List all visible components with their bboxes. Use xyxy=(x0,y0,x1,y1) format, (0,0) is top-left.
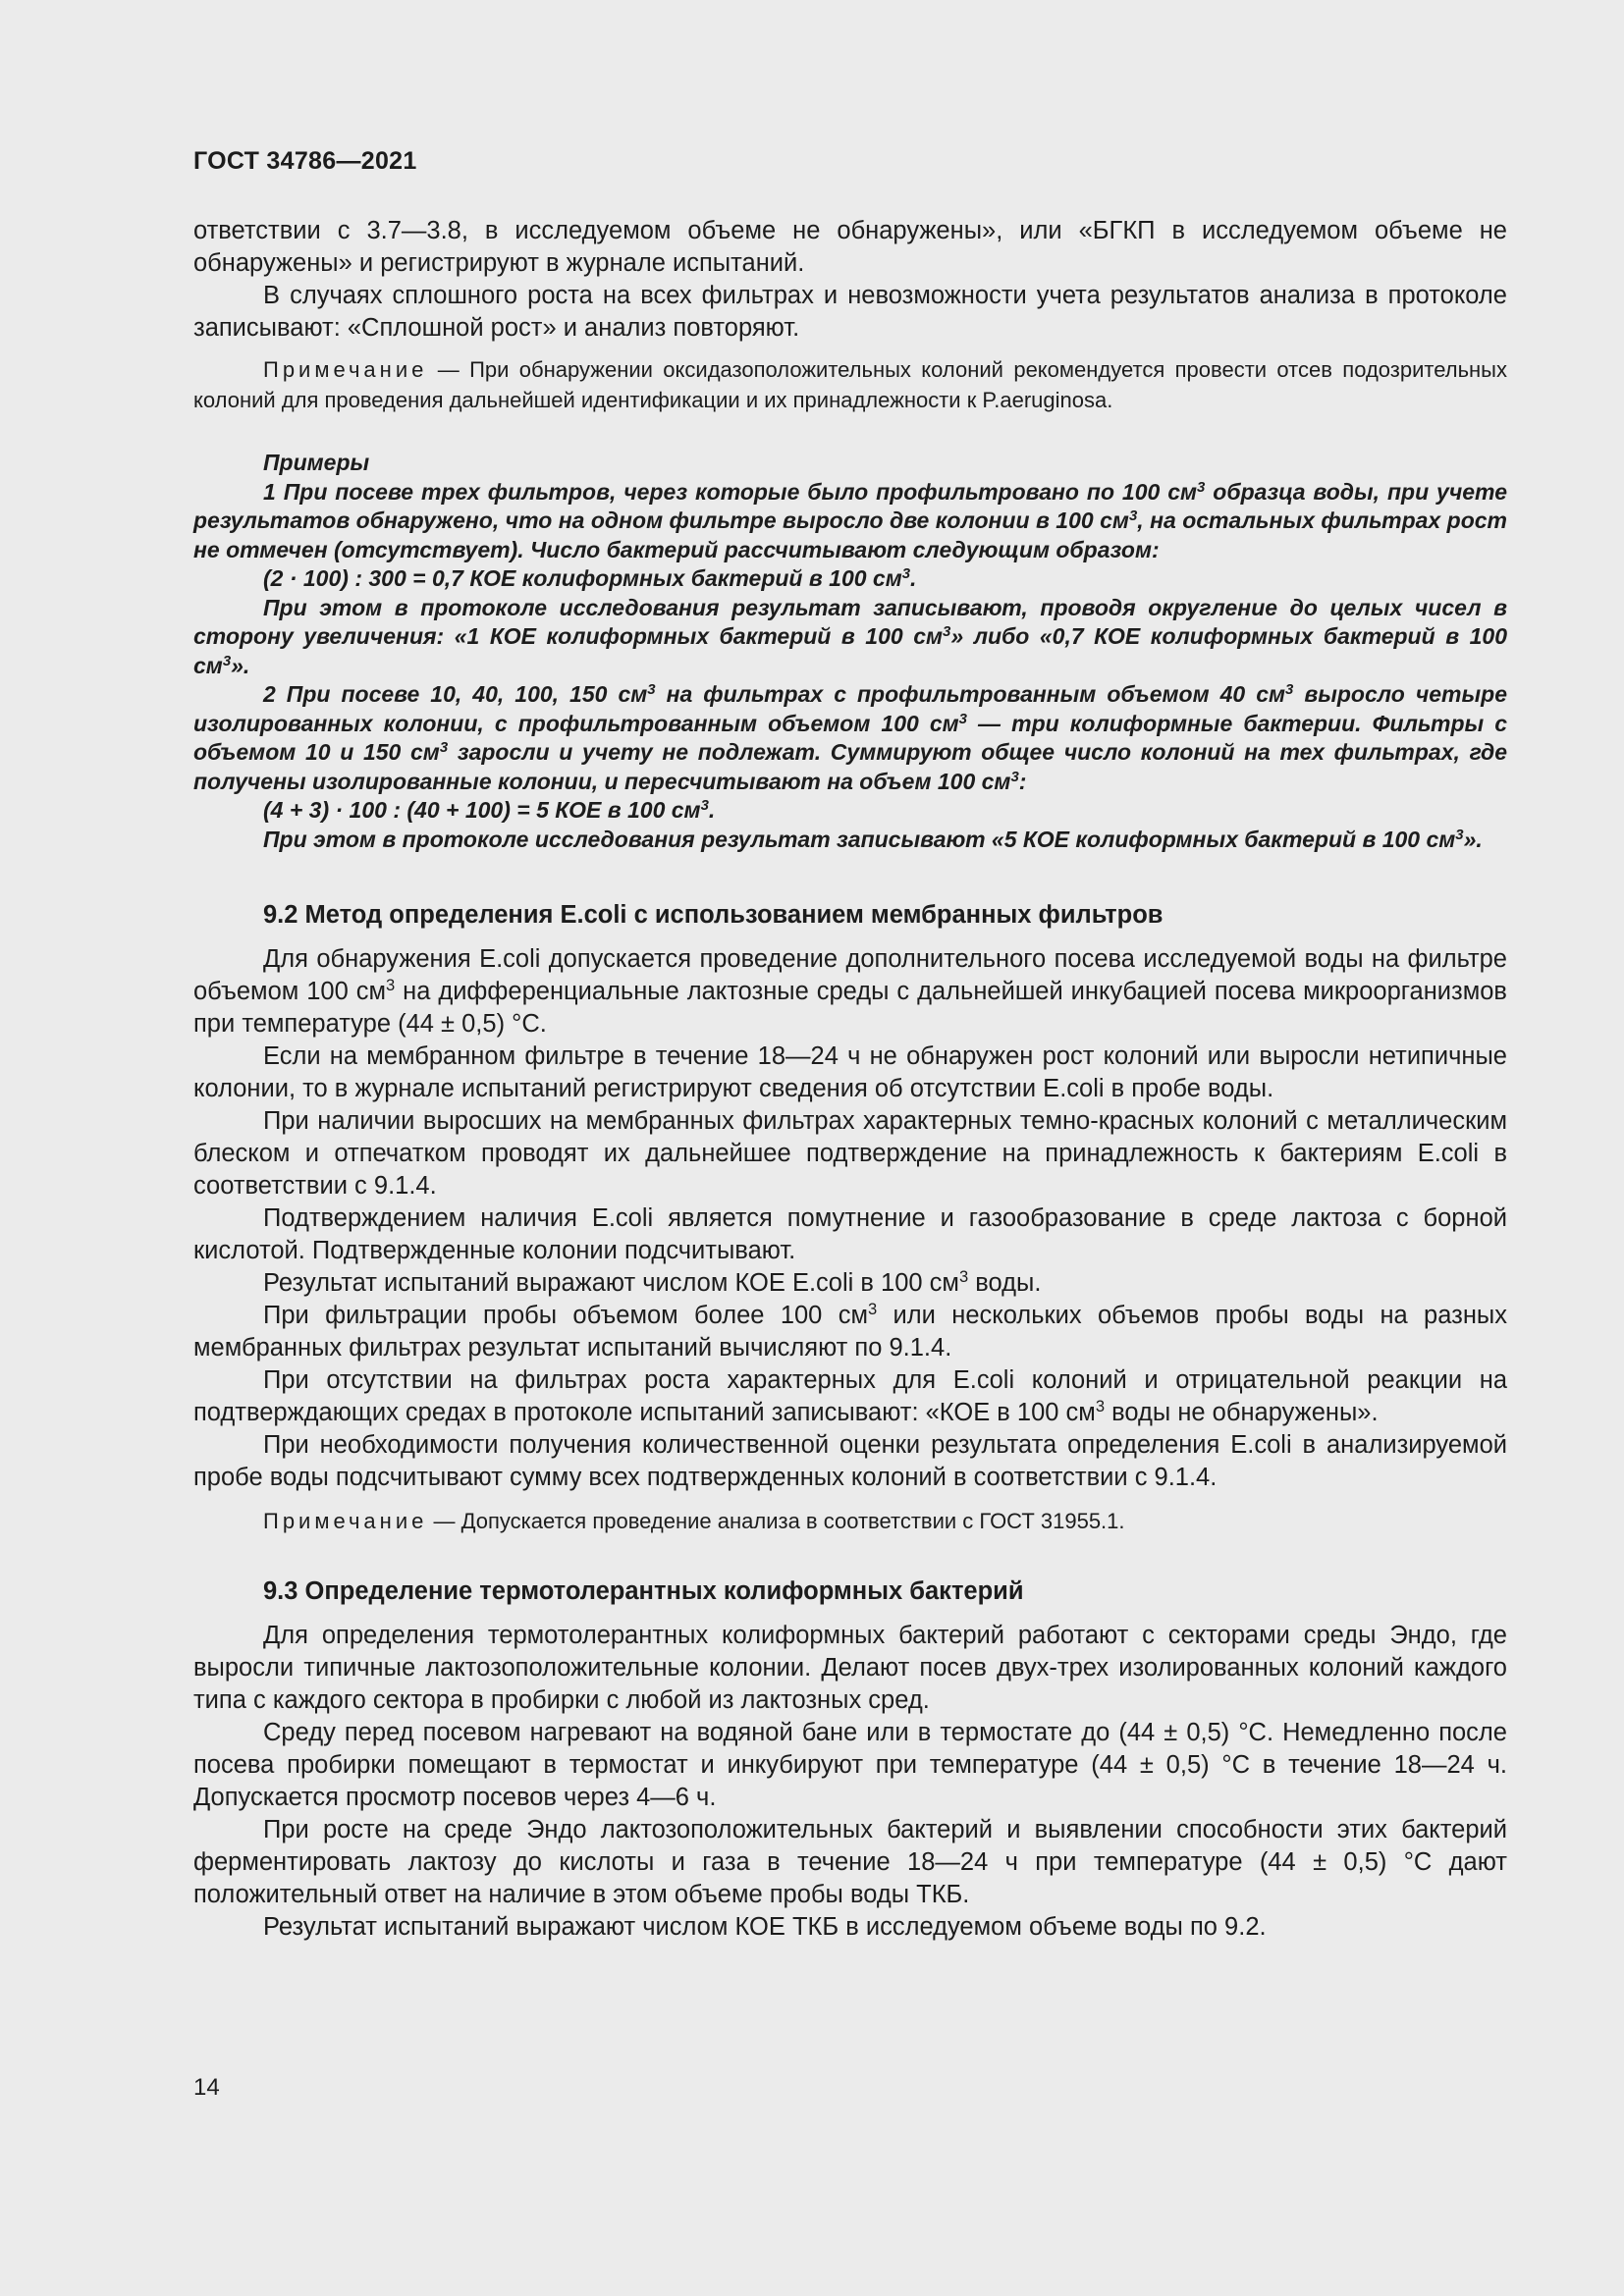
page-number: 14 xyxy=(193,2074,220,2101)
examples-block xyxy=(193,449,1507,854)
example-1: 1 При посеве трех фильтров, через которые было профильтровано по 100 $см^3$ образца воды, при учете результатов обнаружено, что на одном фильтре выросло две колонии в 100 $см^3$, на остальных фильтрах рост не отмечен (отсутствует). Число бактерий рассчитывают следующим образом: xyxy=(193,478,1507,562)
document-header: ГОСТ 34786—2021 xyxy=(193,147,417,175)
paragraph: Для обнаружения E.coli допускается проведение дополнительного посева исследуемой воды на фильтре объемом 100 $см^3$ на дифференциальные лактозные среды с дальнейшей инкубацией посева микроорганизмов при температуре (44 ± 0,5) °С. xyxy=(193,945,1507,1038)
section-heading-9-2: 9.2 Метод определения E.coli с использованием мембранных фильтров xyxy=(263,901,1164,929)
example-1-formula: (2 · 100) : 300 = 0,7 КОЕ колиформных бактерий в 100 $см^3$. xyxy=(263,564,917,591)
section-heading-9-3: 9.3 Определение термотолерантных колиформных бактерий xyxy=(263,1577,1024,1605)
paragraph: При отсутствии на фильтрах роста характерных для E.coli колоний и отрицательной реакции на подтверждающих средах в протоколе испытаний записывают: «КОЕ в 100 $см^3$ воды не обнаружены». xyxy=(193,1366,1507,1426)
paragraph: Для определения термотолерантных колиформных бактерий работают с секторами среды Эндо, где выросли типичные лактозоположительные колонии. Делают посев двух-трех изолированных колоний каждого типа с каждого сектора в пробирки с любой из лактозных сред. xyxy=(193,1622,1507,1714)
paragraph: Подтверждением наличия E.coli является помутнение и газообразование в среде лактоза с борной кислотой. Подтвержденные колонии подсчитывают. xyxy=(193,1204,1507,1264)
examples-title: Примеры xyxy=(263,450,370,475)
page-content xyxy=(193,147,1507,1944)
paragraph: Среду перед посевом нагревают на водяной бане или в термостате до (44 ± 0,5) °С. Немедленно после посева пробирки помещают в термостат и инкубируют при температуре (44 ± 0,5) °С в течение 18—24 ч. Допускается просмотр посевов через 4—6 ч. xyxy=(193,1719,1507,1811)
example-1-result: При этом в протоколе исследования результат записывают, проводя округление до целых чисел в сторону увеличения: «1 КОЕ колиформных бактерий в 100 $см^3$» либо «0,7 КОЕ колиформных бактерий в 100 $см^3$». xyxy=(193,594,1508,678)
note-text: — Допускается проведение анализа в соответствии с ГОСТ 31955.1. xyxy=(427,1509,1125,1533)
paragraph: В случаях сплошного роста на всех фильтрах и невозможности учета результатов анализа в протоколе записывают: «Сплошной рост» и анализ повторяют. xyxy=(193,282,1507,342)
note-label: Примечание xyxy=(263,357,428,382)
note xyxy=(193,354,1507,415)
note-label: Примечание xyxy=(263,1509,428,1533)
note-text: — При обнаружении оксидазоположительных колоний рекомендуется провести отсев подозрительных колоний для проведения дальнейшей идентификации и их принадлежности к P.aeruginosa. xyxy=(193,357,1507,412)
example-2-result: При этом в протоколе исследования результат записывают «5 КОЕ колиформных бактерий в 100 $см^3$». xyxy=(263,826,1483,852)
paragraph: При необходимости получения количественной оценки результата определения E.coli в анализируемой пробе воды подсчитывают сумму всех подтвержденных колоний в соответствии с 9.1.4. xyxy=(193,1431,1507,1491)
paragraph: При фильтрации пробы объемом более 100 $см^3$ или нескольких объемов пробы воды на разных мембранных фильтрах результат испытаний вычисляют по 9.1.4. xyxy=(193,1299,1507,1362)
paragraph: Результат испытаний выражают числом КОЕ E.coli в 100 $см^3$ воды. xyxy=(263,1266,1042,1297)
example-2: 2 При посеве 10, 40, 100, 150 $см^3$ на фильтрах с профильтрованным объемом 40 $см^3$ выросло четыре изолированных колонии, с профильтрованным объемом 100 $см^3$ — три колиформные бактерии. Фильтры с объемом 10 и 150 $см^3$ заросли и учету не подлежат. Суммируют общее число колоний на тех фильтрах, где получены изолированные колонии, и пересчитывают на объем 100 $см^3$: xyxy=(193,680,1507,794)
note xyxy=(193,1506,1507,1536)
paragraph: При наличии выросших на мембранных фильтрах характерных темно-красных колоний с металлическим блеском и отпечатком проводят их дальнейшее подтверждение на принадлежность к бактериям E.coli в соответствии с 9.1.4. xyxy=(193,1107,1507,1200)
paragraph: Результат испытаний выражают числом КОЕ ТКБ в исследуемом объеме воды по 9.2. xyxy=(263,1913,1267,1941)
example-2-formula: (4 + 3) · 100 : (40 + 100) = 5 КОЕ в 100 $см^3$. xyxy=(263,796,716,823)
paragraph: При росте на среде Эндо лактозоположительных бактерий и выявлении способности этих бактерий ферментировать лактозу до кислоты и газа в течение 18—24 ч при температуре (44 ± 0,5) °С дают положительный ответ на наличие в этом объеме пробы воды ТКБ. xyxy=(193,1816,1507,1908)
paragraph: ответствии с 3.7—3.8, в исследуемом объеме не обнаружены», или «БГКП в исследуемом объеме не обнаружены» и регистрируют в журнале испытаний. xyxy=(193,217,1507,277)
paragraph: Если на мембранном фильтре в течение 18—24 ч не обнаружен рост колоний или выросли нетипичные колонии, то в журнале испытаний регистрируют сведения об отсутствии E.coli в пробе воды. xyxy=(193,1042,1507,1102)
